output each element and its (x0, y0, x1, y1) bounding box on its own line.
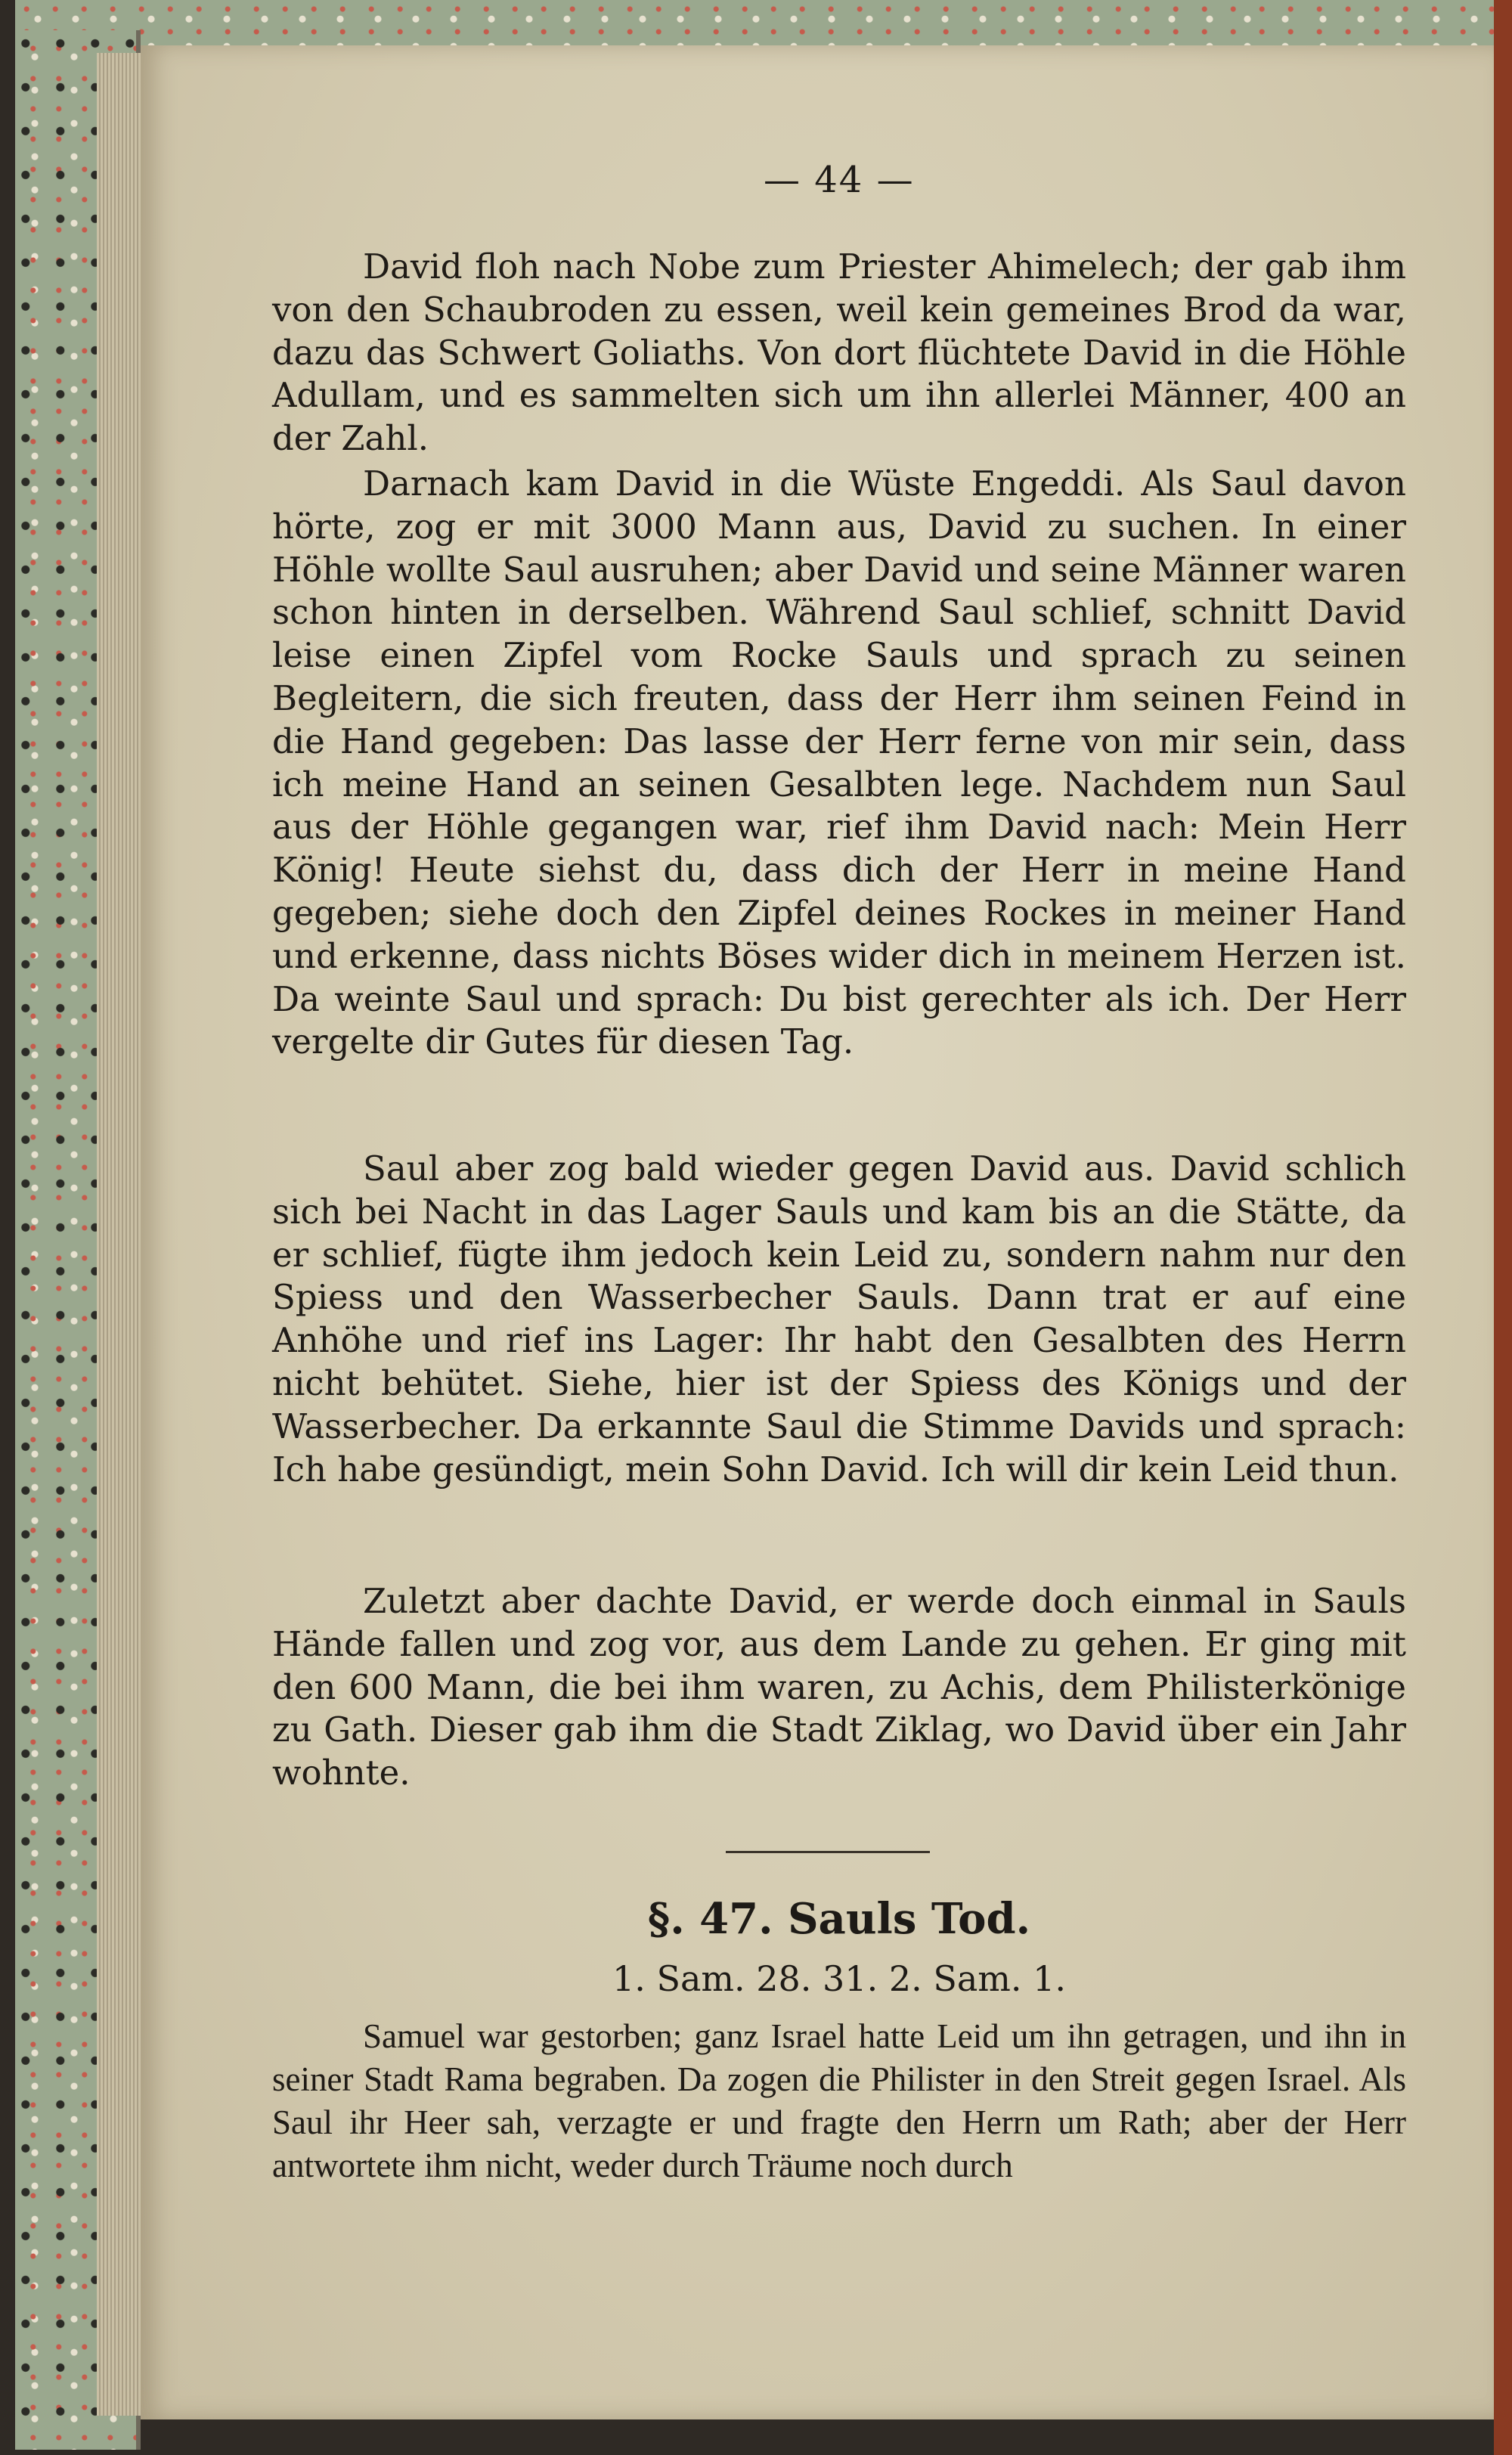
section-reference: 1. Sam. 28. 31. 2. Sam. 1. (612, 1958, 1067, 1999)
paragraph-1: David floh nach Nobe zum Priester Ahimelech; der gab ihm von den Schaubroden zu essen, weil kein gemeines Brod da war, dazu das Schwert Goliaths. Von dort flüchtete David in die Höhle Adullam, und es sammelten sich um ihn allerlei Männer, 400 an der Zahl. (272, 246, 1406, 459)
section-divider (726, 1851, 930, 1853)
paragraph-2: Darnach kam David in die Wüste Engeddi. Als Saul davon hörte, zog er mit 3000 Mann aus, David zu suchen. In einer Höhle wollte Saul ausruhen; aber David und seine Männer waren schon hinten in derselben. Während Saul schlief, schnitt David leise einen Zipfel vom Rocke Sauls und sprach zu seinen Begleitern, die sich freuten, dass der Herr ihm seinen Feind in die Hand gegeben: Das lasse der Herr ferne von mir sein, dass ich meine Hand an seinen Gesalbten lege. Nachdem nun Saul aus der Höhle gegangen war, rief ihm David nach: Mein Herr König! Heute siehst du, dass dich der Herr in meine Hand gegeben; siehe doch den Zipfel deines Rockes in meiner Hand und erkenne, dass nichts Böses wider dich in meinem Herzen ist. Da weinte Saul und sprach: Du bist gerechter als ich. Der Herr vergelte dir Gutes für diesen Tag. (272, 463, 1406, 1062)
section-text: Samuel war gestorben; ganz Israel hatte Leid um ihn getragen, und ihn in seiner Stadt Rama begraben. Da zogen die Philister in den Streit gegen Israel. Als Saul ihr Heer sah, verzagte er und fragte den Herrn um Rath; aber der Herr antwortete ihm nicht, weder durch Träume noch durch (272, 2017, 1406, 2184)
book-spine (1494, 0, 1512, 2455)
paragraph-4: Zuletzt aber dachte David, er werde doch einmal in Sauls Hände fallen und zog vor, aus dem Lande zu gehen. Er ging mit den 600 Mann, die bei ihm waren, zu Achis, dem Philisterkönige zu Gath. Dieser gab ihm die Stadt Ziklag, wo David über ein Jahr wohnte. (272, 1581, 1406, 1793)
section-heading: §. 47. Sauls Tod. (647, 1894, 1031, 1944)
page-number: — 44 — (764, 159, 915, 201)
paragraph-3: Saul aber zog bald wieder gegen David aus. David schlich sich bei Nacht in das Lager Sauls und kam bis an die Stätte, da er schlief, fügte ihm jedoch kein Leid zu, sondern nahm nur den Spiess und den Wasserbecher Sauls. Dann trat er auf eine Anhöhe und rief ins Lager: Ihr habt den Gesalbten des Herrn nicht behütet. Siehe, hier ist der Spiess des Königs und der Wasserbecher. Da erkannte Saul die Stimme Davids und sprach: Ich habe gesündigt, mein Sohn David. Ich will dir kein Leid thun. (272, 1148, 1406, 1489)
